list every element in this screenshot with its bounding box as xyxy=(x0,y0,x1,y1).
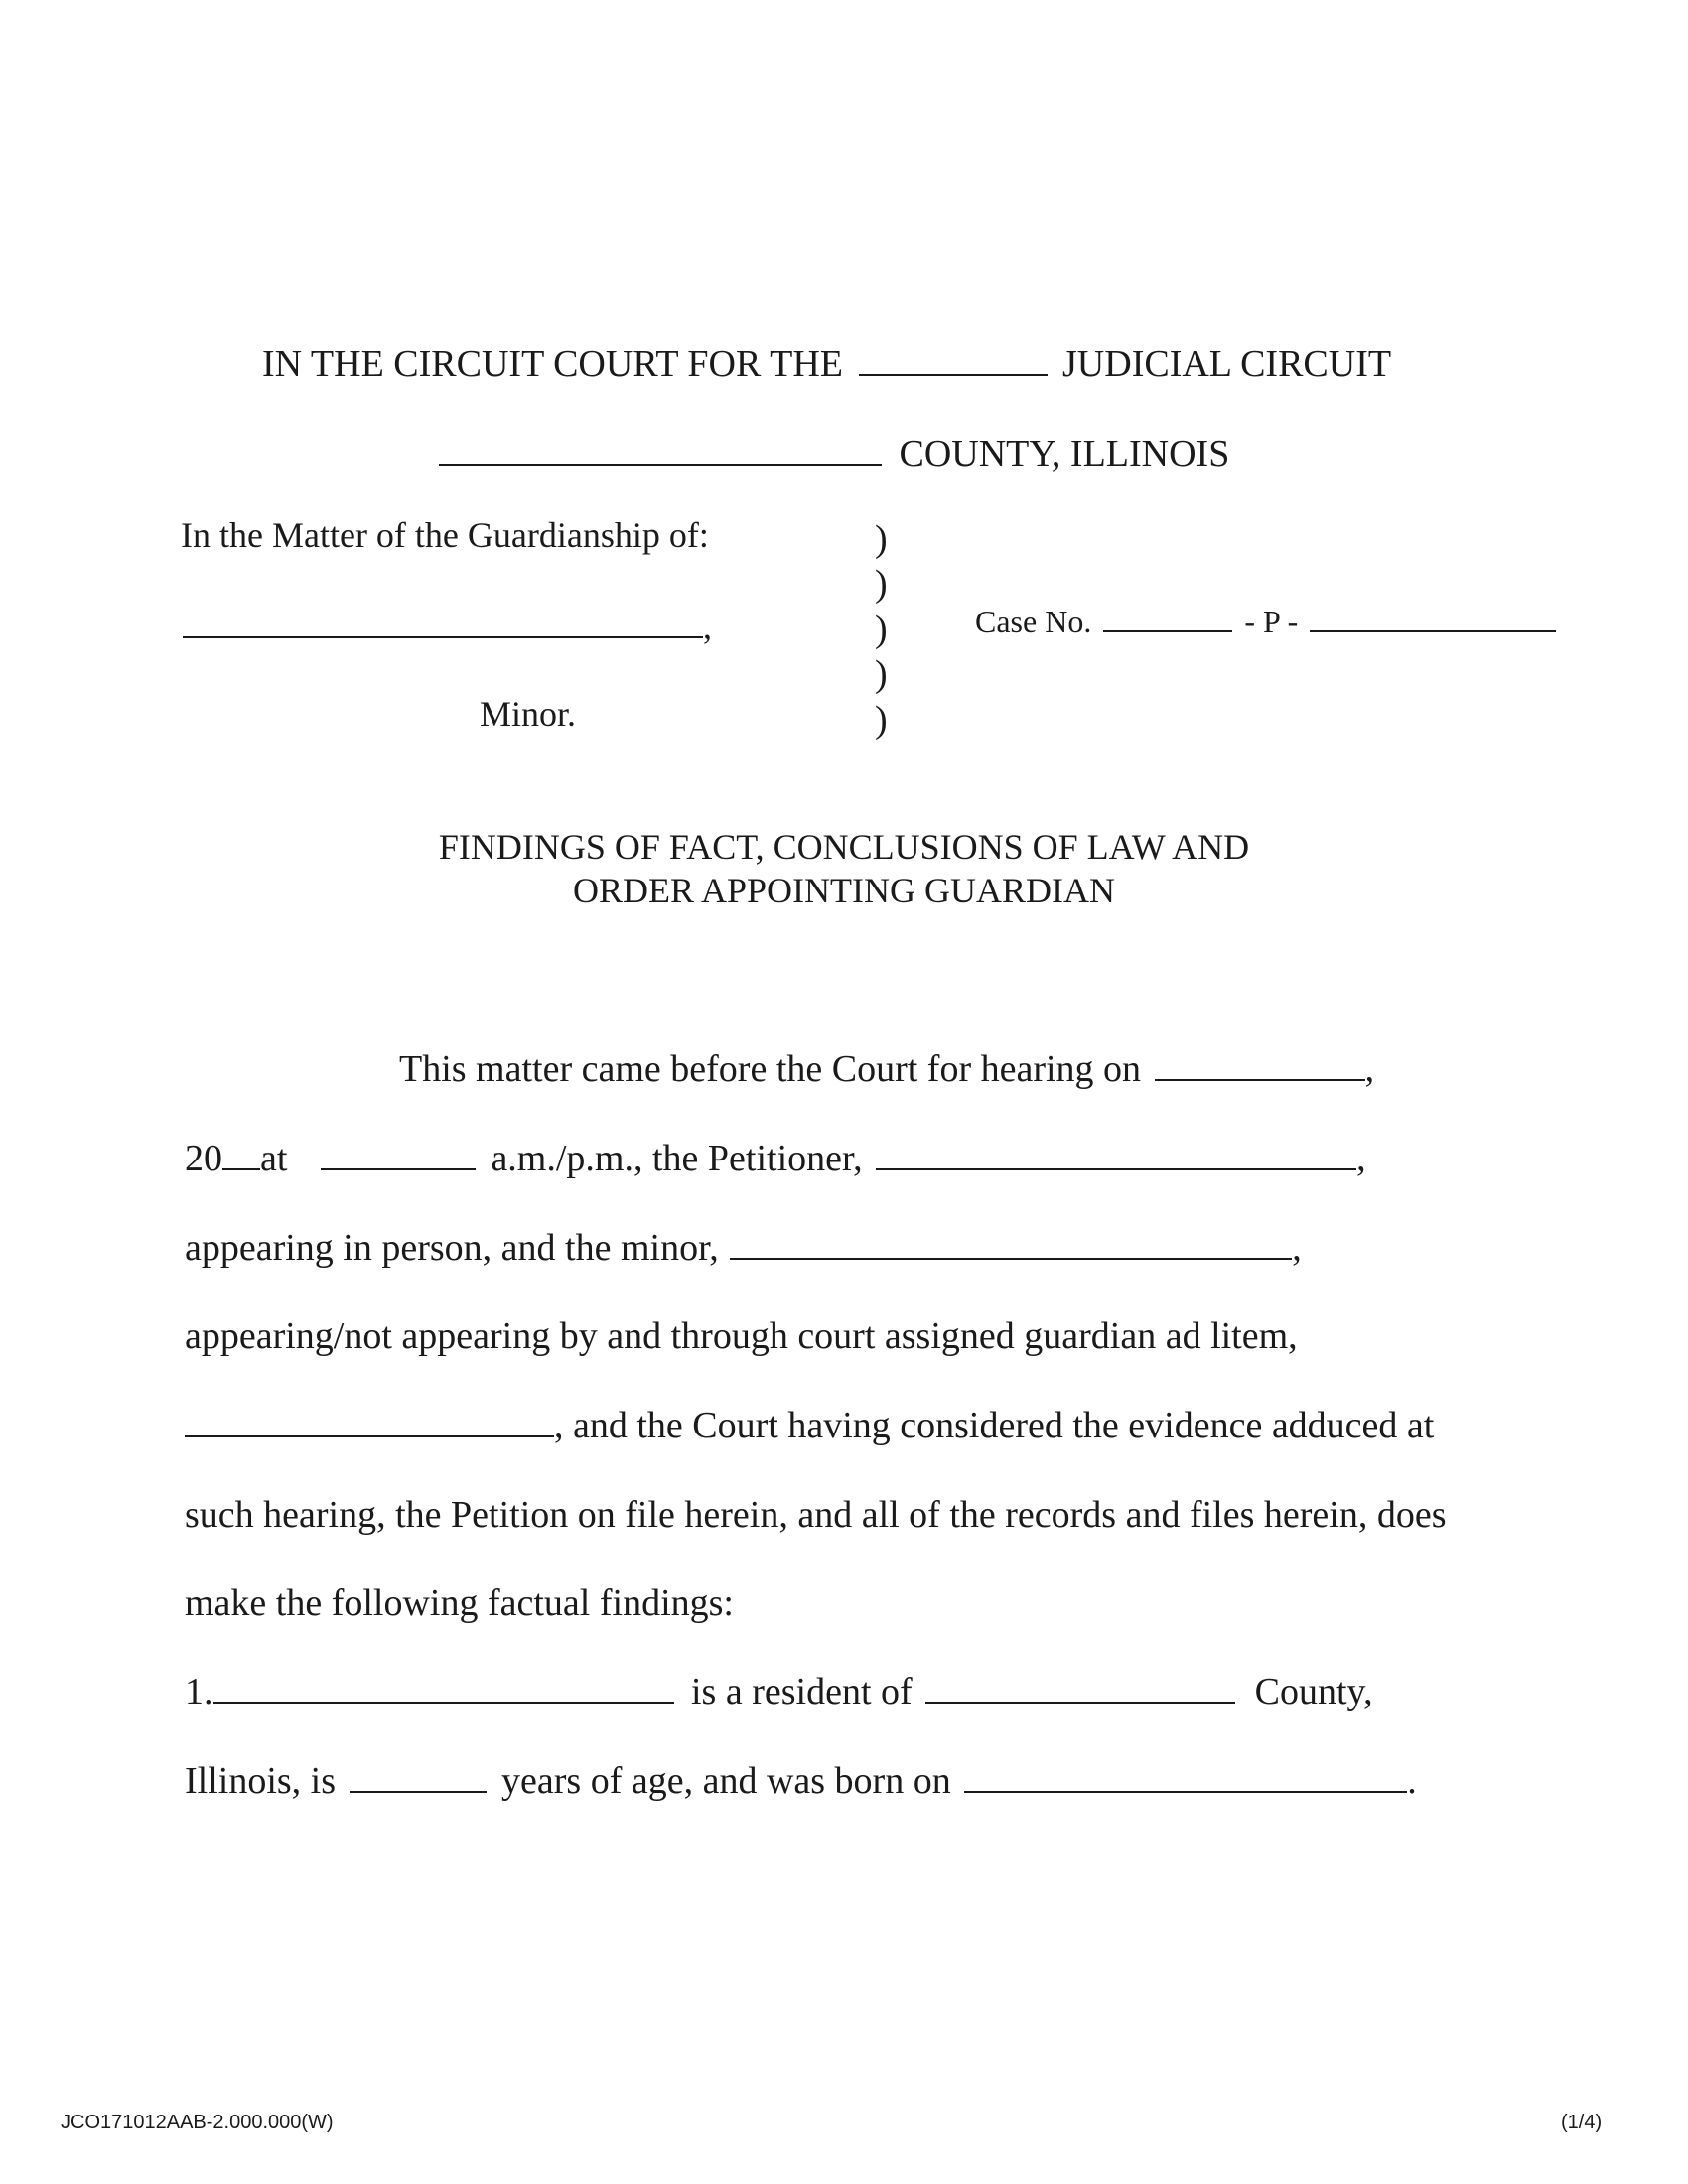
county-text: County, xyxy=(1254,1671,1373,1712)
county-suffix: COUNTY, ILLINOIS xyxy=(899,433,1230,475)
caption-paren-1: ) xyxy=(875,518,888,560)
minor-name-blank[interactable] xyxy=(183,607,703,638)
minor-comma: , xyxy=(1292,1227,1302,1269)
hearing-date-comma: , xyxy=(1364,1048,1375,1090)
document-title-line-2: ORDER APPOINTING GUARDIAN xyxy=(572,871,1115,910)
body-line-5 xyxy=(185,1404,1434,1447)
case-p-separator: - P - xyxy=(1244,604,1299,639)
hearing-intro-text: This matter came before the Court for hearing on xyxy=(399,1048,1142,1090)
petitioner-text: a.m./p.m., the Petitioner, xyxy=(491,1138,863,1179)
birth-date-blank[interactable] xyxy=(964,1761,1407,1793)
case-number-line xyxy=(975,603,1556,640)
appearing-minor-text: appearing in person, and the minor, xyxy=(185,1227,719,1269)
form-code: JCO171012AAB-2.000.000(W) xyxy=(61,2112,334,2133)
birth-date-period: . xyxy=(1407,1760,1417,1802)
circuit-number-blank[interactable] xyxy=(859,344,1048,376)
resident-text: is a resident of xyxy=(691,1671,913,1712)
petitioner-blank[interactable] xyxy=(876,1139,1356,1170)
year-prefix: 20 xyxy=(185,1138,222,1179)
body-line-9 xyxy=(185,1759,1417,1803)
finding-number: 1. xyxy=(185,1671,213,1712)
body-line-2 xyxy=(185,1137,1366,1180)
resident-county-blank[interactable] xyxy=(925,1672,1235,1704)
matter-label: In the Matter of the Guardianship of: xyxy=(181,515,709,555)
evidence-text: , and the Court having considered the evidence adduced at xyxy=(554,1405,1435,1446)
caption-paren-3: ) xyxy=(875,609,888,650)
at-text: at xyxy=(260,1138,288,1179)
hearing-date-blank[interactable] xyxy=(1155,1049,1365,1081)
case-sequence-blank[interactable] xyxy=(1310,607,1556,632)
body-line-4: appearing/not appearing by and through court assigned guardian ad litem, xyxy=(185,1315,1298,1357)
caption-paren-5: ) xyxy=(875,699,888,741)
court-prefix: IN THE CIRCUIT COURT FOR THE xyxy=(262,343,844,385)
body-line-6: such hearing, the Petition on file herein, and all of the records and files herein, does xyxy=(185,1494,1447,1536)
page-indicator: (1/4) xyxy=(1561,2112,1603,2133)
guardian-ad-litem-blank[interactable] xyxy=(185,1406,554,1437)
court-heading-line xyxy=(262,342,1391,386)
body-line-3 xyxy=(185,1226,1302,1270)
minor-name-line xyxy=(183,606,712,647)
caption-paren-2: ) xyxy=(875,563,888,605)
age-born-text: years of age, and was born on xyxy=(501,1760,951,1802)
hearing-time-blank[interactable] xyxy=(321,1139,476,1170)
minor-name-comma: , xyxy=(703,607,712,646)
age-blank[interactable] xyxy=(350,1761,487,1793)
court-suffix: JUDICIAL CIRCUIT xyxy=(1062,343,1392,385)
case-number-label: Case No. xyxy=(975,604,1092,639)
petitioner-comma: , xyxy=(1356,1138,1366,1179)
body-line-7: make the following factual findings: xyxy=(185,1582,734,1624)
minor-blank[interactable] xyxy=(730,1228,1292,1260)
county-blank[interactable] xyxy=(439,434,882,466)
resident-name-blank[interactable] xyxy=(213,1672,674,1704)
body-line-1 xyxy=(399,1047,1374,1091)
caption-paren-4: ) xyxy=(875,653,888,695)
document-title-line-1: FINDINGS OF FACT, CONCLUSIONS OF LAW AND xyxy=(438,827,1250,867)
county-heading-line xyxy=(439,432,1229,476)
year-blank[interactable] xyxy=(222,1139,260,1170)
minor-label: Minor. xyxy=(480,694,577,734)
body-line-8 xyxy=(185,1670,1373,1713)
case-year-blank[interactable] xyxy=(1103,607,1232,632)
illinois-text: Illinois, is xyxy=(185,1760,337,1802)
